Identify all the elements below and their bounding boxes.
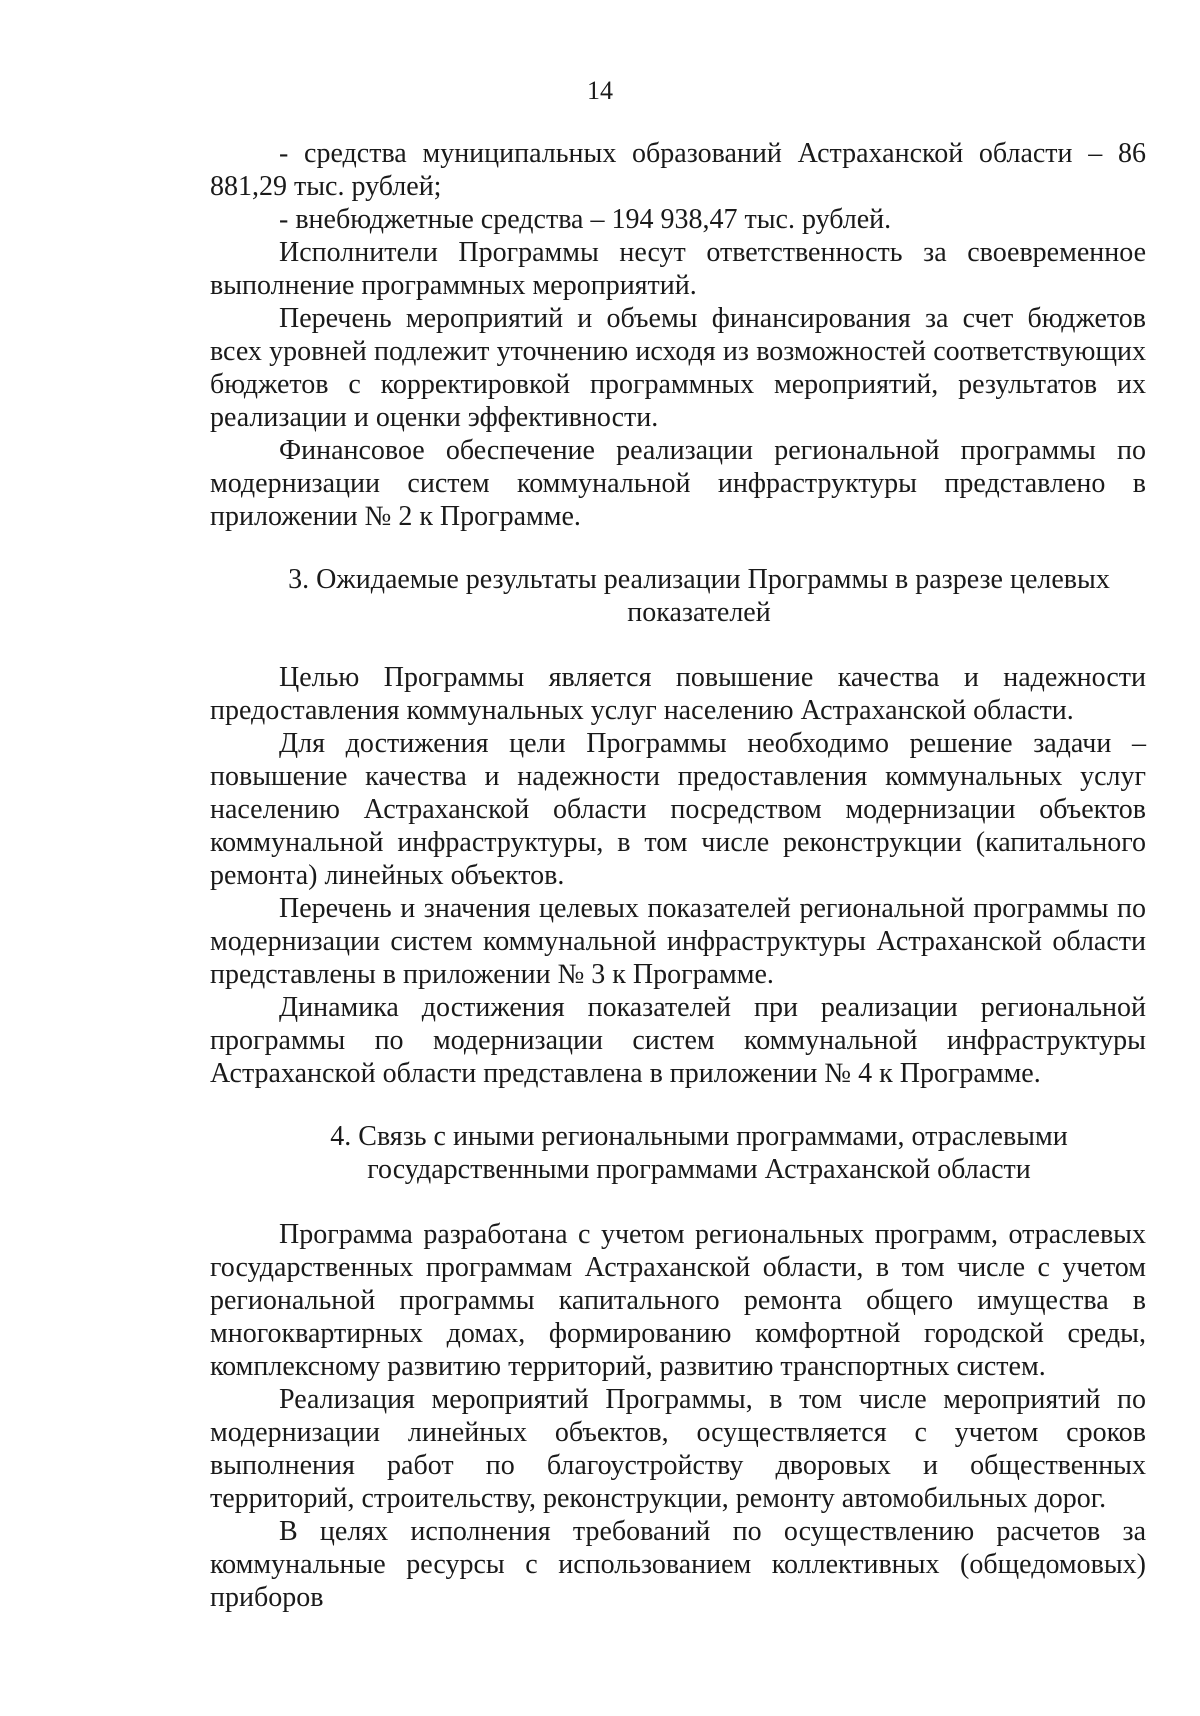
section-3-heading-line-2: показателей (627, 597, 771, 628)
funding-municipal-paragraph: - средства муниципальных образований Астраханской области – 86 881,29 тыс. рублей; (210, 138, 1146, 202)
program-task-paragraph: Для достижения цели Программы необходимо решение задачи – повышение качества и надежности предоставления коммунальных услуг населению Астраханской области посредством модернизации объектов коммунальной инфраструктуры, в том числе реконструкции (капитального ремонта) линейных объектов. (210, 728, 1146, 891)
metering-requirements-paragraph: В целях исполнения требований по осуществлению расчетов за коммунальные ресурсы с использованием коллективных (общедомовых) приборов (210, 1516, 1146, 1613)
section-3-heading (210, 563, 1146, 629)
measures-clarification-paragraph: Перечень мероприятий и объемы финансирования за счет бюджетов всех уровней подлежит уточнению исходя из возможностей соответствующих бюджетов с корректировкой программных мероприятий, результатов их реализации и оценки эффективности. (210, 303, 1146, 433)
financing-appendix-paragraph: Финансовое обеспечение реализации региональной программы по модернизации систем коммунальной инфраструктуры представлено в приложении № 2 к Программе. (210, 435, 1146, 532)
funding-extrabudgetary-paragraph: - внебюджетные средства – 194 938,47 тыс. рублей. (279, 204, 892, 235)
program-implementation-paragraph: Реализация мероприятий Программы, в том числе мероприятий по модернизации линейных объектов, осуществляется с учетом сроков выполнения работ по благоустройству дворовых и общественных территорий, строительству, реконструкции, ремонту автомобильных дорог. (210, 1384, 1146, 1514)
page-number: 14 (587, 76, 613, 105)
program-development-paragraph: Программа разработана с учетом региональных программ, отраслевых государственных программам Астраханской области, в том числе с учетом региональной программы капитального ремонта общего имущества в многоквартирных домах, формированию комфортной городской среды, комплексному развитию территорий, развитию транспортных систем. (210, 1219, 1146, 1382)
target-indicators-paragraph: Перечень и значения целевых показателей региональной программы по модернизации систем коммунальной инфраструктуры Астраханской области представлены в приложении № 3 к Программе. (210, 893, 1146, 990)
executors-responsibility-paragraph: Исполнители Программы несут ответственность за своевременное выполнение программных мероприятий. (210, 237, 1146, 301)
program-goal-paragraph: Целью Программы является повышение качества и надежности предоставления коммунальных услуг населению Астраханской области. (210, 662, 1146, 726)
section-4-heading-line-1: 4. Связь с иными региональными программами, отраслевыми (330, 1121, 1068, 1152)
page-body (210, 137, 1146, 1614)
section-4-heading (210, 1120, 1146, 1186)
section-4-heading-line-2: государственными программами Астраханской области (367, 1154, 1031, 1185)
section-3-heading-line-1: 3. Ожидаемые результаты реализации Программы в разрезе целевых (288, 564, 1110, 595)
indicators-dynamics-paragraph: Динамика достижения показателей при реализации региональной программы по модернизации систем коммунальной инфраструктуры Астраханской области представлена в приложении № 4 к Программе. (210, 992, 1146, 1089)
